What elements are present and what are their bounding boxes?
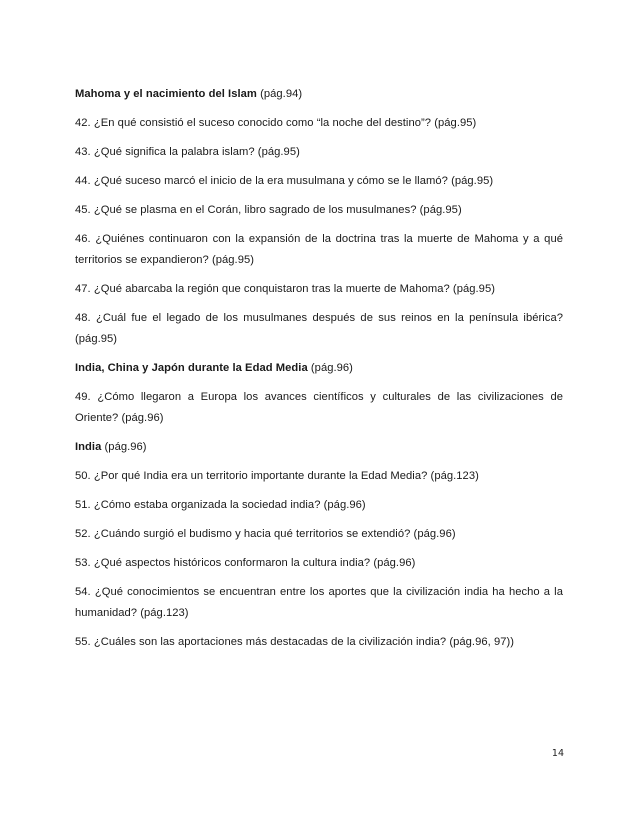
question-45: 45. ¿Qué se plasma en el Corán, libro sagrado de los musulmanes? (pág.95) [75, 204, 462, 216]
question-42: 42. ¿En qué consistió el suceso conocido como “la noche del destino”? (pág.95) [75, 117, 477, 129]
question-54: 54. ¿Qué conocimientos se encuentran entre los aportes que la civilización india ha hecho a la humanidad? (pág.123) [75, 586, 563, 619]
heading-page-ref: (pág.96) [101, 441, 147, 453]
question-43: 43. ¿Qué significa la palabra islam? (pág.95) [75, 146, 300, 158]
question-48: 48. ¿Cuál fue el legado de los musulmanes después de sus reinos en la península ibérica? (pág.95) [75, 312, 563, 345]
heading-title: India, China y Japón durante la Edad Media [75, 362, 308, 374]
question-47: 47. ¿Qué abarcaba la región que conquistaron tras la muerte de Mahoma? (pág.95) [75, 283, 496, 295]
question-44: 44. ¿Qué suceso marcó el inicio de la era musulmana y cómo se le llamó? (pág.95) [75, 175, 494, 187]
heading-page-ref: (pág.96) [307, 362, 353, 374]
question-46: 46. ¿Quiénes continuaron con la expansión de la doctrina tras la muerte de Mahoma y a qué territorios se expandieron? (pág.95) [75, 233, 563, 266]
question-51: 51. ¿Cómo estaba organizada la sociedad india? (pág.96) [75, 499, 366, 511]
section-heading-asia [75, 358, 563, 379]
heading-title: Mahoma y el nacimiento del Islam [75, 88, 257, 100]
question-53: 53. ¿Qué aspectos históricos conformaron la cultura india? (pág.96) [75, 557, 416, 569]
heading-page-ref: (pág.94) [256, 88, 303, 100]
question-50: 50. ¿Por qué India era un territorio importante durante la Edad Media? (pág.123) [75, 470, 479, 482]
question-52: 52. ¿Cuándo surgió el budismo y hacia qué territorios se extendió? (pág.96) [75, 528, 456, 540]
section-heading-islam [75, 84, 563, 105]
section-heading-india [75, 437, 563, 458]
page-number: 14 [551, 748, 564, 759]
question-55: 55. ¿Cuáles son las aportaciones más destacadas de la civilización india? (pág.96, 97)) [75, 636, 515, 648]
question-49: 49. ¿Cómo llegaron a Europa los avances científicos y culturales de las civilizaciones de Oriente? (pág.96) [75, 391, 563, 424]
heading-title: India [75, 441, 102, 453]
document-body [75, 84, 563, 661]
